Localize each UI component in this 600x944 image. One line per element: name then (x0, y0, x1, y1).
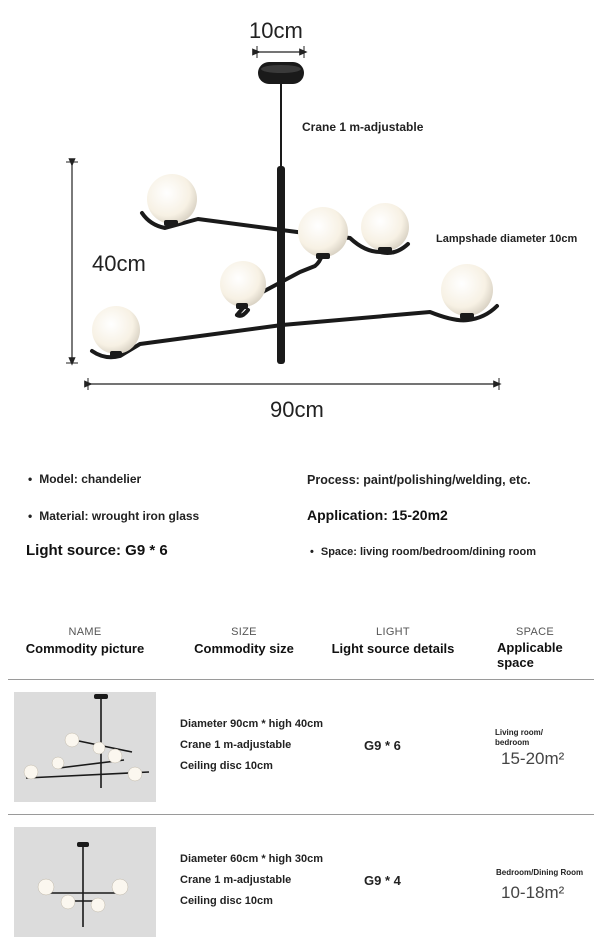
spec-model-text: Model: chandelier (39, 472, 142, 486)
table-rule (8, 679, 594, 680)
header-space-big: Applicable space (497, 640, 563, 670)
canopy-width-label: 10cm (249, 18, 303, 43)
span-label: 90cm (270, 397, 324, 422)
ceiling-canopy (258, 62, 304, 84)
bullet: • (28, 509, 33, 523)
globe-holders (110, 220, 474, 357)
height-dimension-line (66, 162, 78, 363)
globe (92, 306, 140, 354)
row-space-title: Living room/ bedroom (495, 728, 543, 747)
size-line: Diameter 60cm * high 30cm (180, 853, 324, 865)
header-name-small: NAME (68, 626, 102, 638)
row-light-source: G9 * 4 (364, 873, 401, 888)
product-thumbnail (14, 692, 156, 802)
globe (220, 261, 266, 307)
row-space-title: Bedroom/Dining Room (496, 868, 584, 877)
bullet: • (28, 472, 33, 486)
header-space-small: SPACE (516, 626, 554, 638)
globe (298, 207, 348, 257)
span-dimension-line (88, 378, 499, 390)
six-light-chandelier-image (14, 692, 156, 802)
size-line: Ceiling disc 10cm (180, 760, 273, 772)
row-light-source: G9 * 6 (364, 738, 401, 753)
header-light (324, 626, 462, 656)
product-thumbnail (14, 827, 156, 937)
globe (147, 174, 197, 224)
spec-model (28, 472, 141, 486)
row-size-details (180, 714, 323, 777)
header-size-big: Commodity size (194, 641, 294, 656)
row-space-value: 15-20m² (501, 749, 565, 768)
spec-space-text: Space: living room/bedroom/dining room (320, 546, 536, 558)
header-space (497, 626, 573, 670)
chandelier-diagram (0, 0, 600, 440)
four-light-chandelier-image (14, 827, 156, 937)
globe (441, 264, 493, 316)
glass-globes (92, 174, 493, 354)
header-name (18, 626, 152, 656)
globe (361, 203, 409, 251)
down-rod (277, 84, 285, 364)
crane-note: Crane 1 m-adjustable (302, 120, 424, 134)
size-line: Diameter 90cm * high 40cm (180, 718, 324, 730)
spec-application: Application: 15-20m2 (307, 507, 448, 523)
header-light-big: Light source details (331, 641, 455, 656)
bullet: • (310, 546, 314, 558)
table-rule (8, 814, 594, 815)
lampshade-note: Lampshade diameter 10cm (436, 233, 578, 245)
header-name-big: Commodity picture (25, 641, 145, 656)
header-size-small: SIZE (231, 626, 257, 638)
size-line: Crane 1 m-adjustable (180, 874, 292, 886)
spec-material-text: Material: wrought iron glass (39, 509, 200, 523)
spec-space (310, 546, 536, 558)
width-dimension-line (257, 46, 304, 58)
header-light-small: LIGHT (376, 626, 410, 638)
row-size-details (180, 849, 323, 912)
row-space-value: 10-18m² (501, 883, 565, 902)
header-size (180, 626, 308, 656)
spec-process: Process: paint/polishing/welding, etc. (307, 473, 531, 487)
size-line: Crane 1 m-adjustable (180, 739, 292, 751)
spec-material (28, 509, 199, 523)
spec-light-source: Light source: G9 * 6 (26, 542, 168, 559)
height-label: 40cm (92, 251, 146, 276)
size-line: Ceiling disc 10cm (180, 895, 273, 907)
